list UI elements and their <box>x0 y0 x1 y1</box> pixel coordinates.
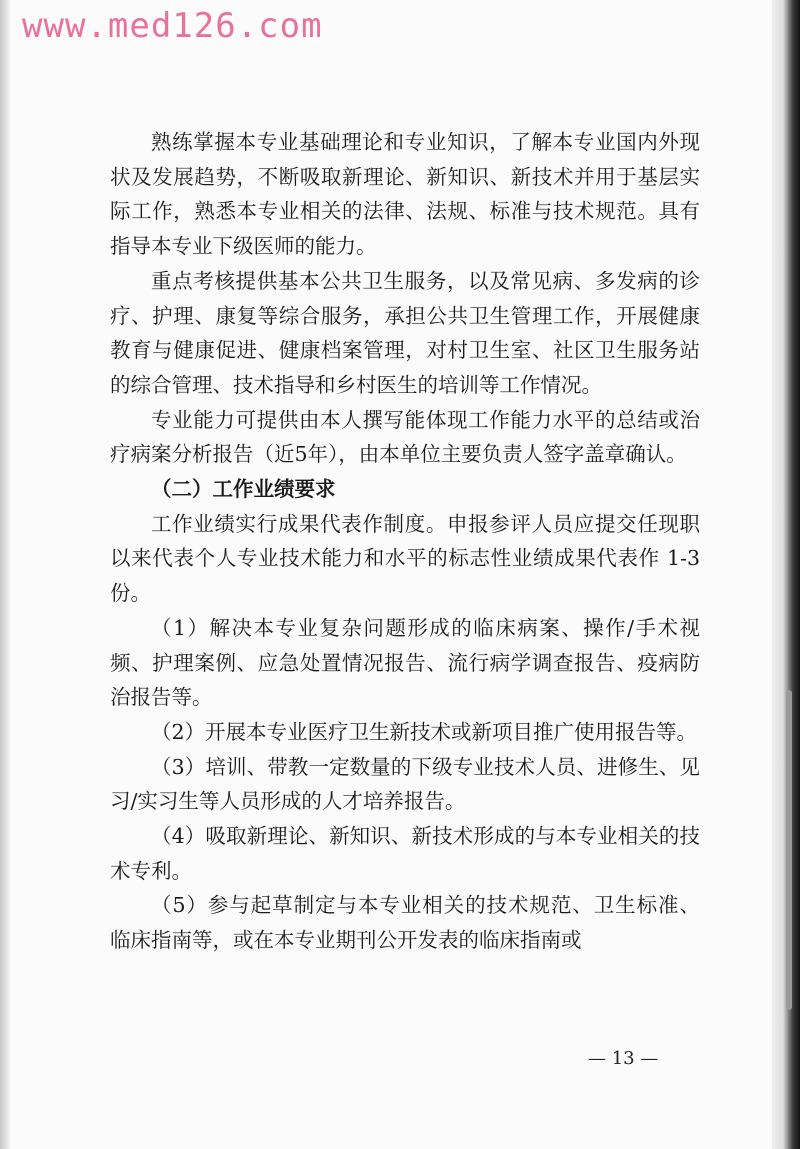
list-item: （2）开展本专业医疗卫生新技术或新项目推广使用报告等。 <box>151 719 698 744</box>
paragraph-assessment-focus: 重点考核提供基本公共卫生服务，以及常见病、多发病的诊疗、护理、康复等综合服务，承担公共卫生管理工作，开展健康教育与健康促进、健康档案管理，对村卫生室、社区卫生服务站的综合管理、技术指导和乡村医生的培训等工作情况。 <box>110 268 700 397</box>
paragraph-professional-ability: 专业能力可提供由本人撰写能体现工作能力水平的总结或治疗病案分析报告（近5年），由本单位主要负责人签字盖章确认。 <box>110 407 700 467</box>
list-item: （3）培训、带教一定数量的下级专业技术人员、进修生、见习/实习生等人员形成的人才培养报告。 <box>110 754 700 814</box>
list-item: （4）吸取新理论、新知识、新技术形成的与本专业相关的技术专利。 <box>110 824 700 883</box>
paragraph-professional-knowledge: 熟练掌握本专业基础理论和专业知识，了解本专业国内外现状及发展趋势，不断吸取新理论、新知识、新技术并用于基层实际工作，熟悉本专业相关的法律、法规、标准与技术规范。具有指导本专业下级医师的能力。 <box>110 130 700 259</box>
paragraph-work-achievement: 工作业绩实行成果代表作制度。申报参评人员应提交任现职以来代表个人专业技术能力和水平的标志性业绩成果代表作 1-3 份。 <box>110 511 700 606</box>
page-number: — 13 — <box>588 1048 659 1069</box>
section-heading: （二）工作业绩要求 <box>151 477 336 502</box>
scan-left-edge <box>0 0 10 1149</box>
list-item: （1）解决本专业复杂问题形成的临床病案、操作/手术视频、护理案例、应急处置情况报告、流行病学调查报告、疫病防治报告等。 <box>110 615 700 710</box>
document-page <box>10 0 772 1149</box>
scrollbar-thumb[interactable] <box>786 690 792 1010</box>
page-body <box>110 125 700 958</box>
watermark: www.med126.com <box>22 6 323 46</box>
list-item: （5）参与起草制定与本专业相关的技术规范、卫生标准、 临床指南等，或在本专业期刊公开发表的临床指南或 <box>110 893 700 953</box>
